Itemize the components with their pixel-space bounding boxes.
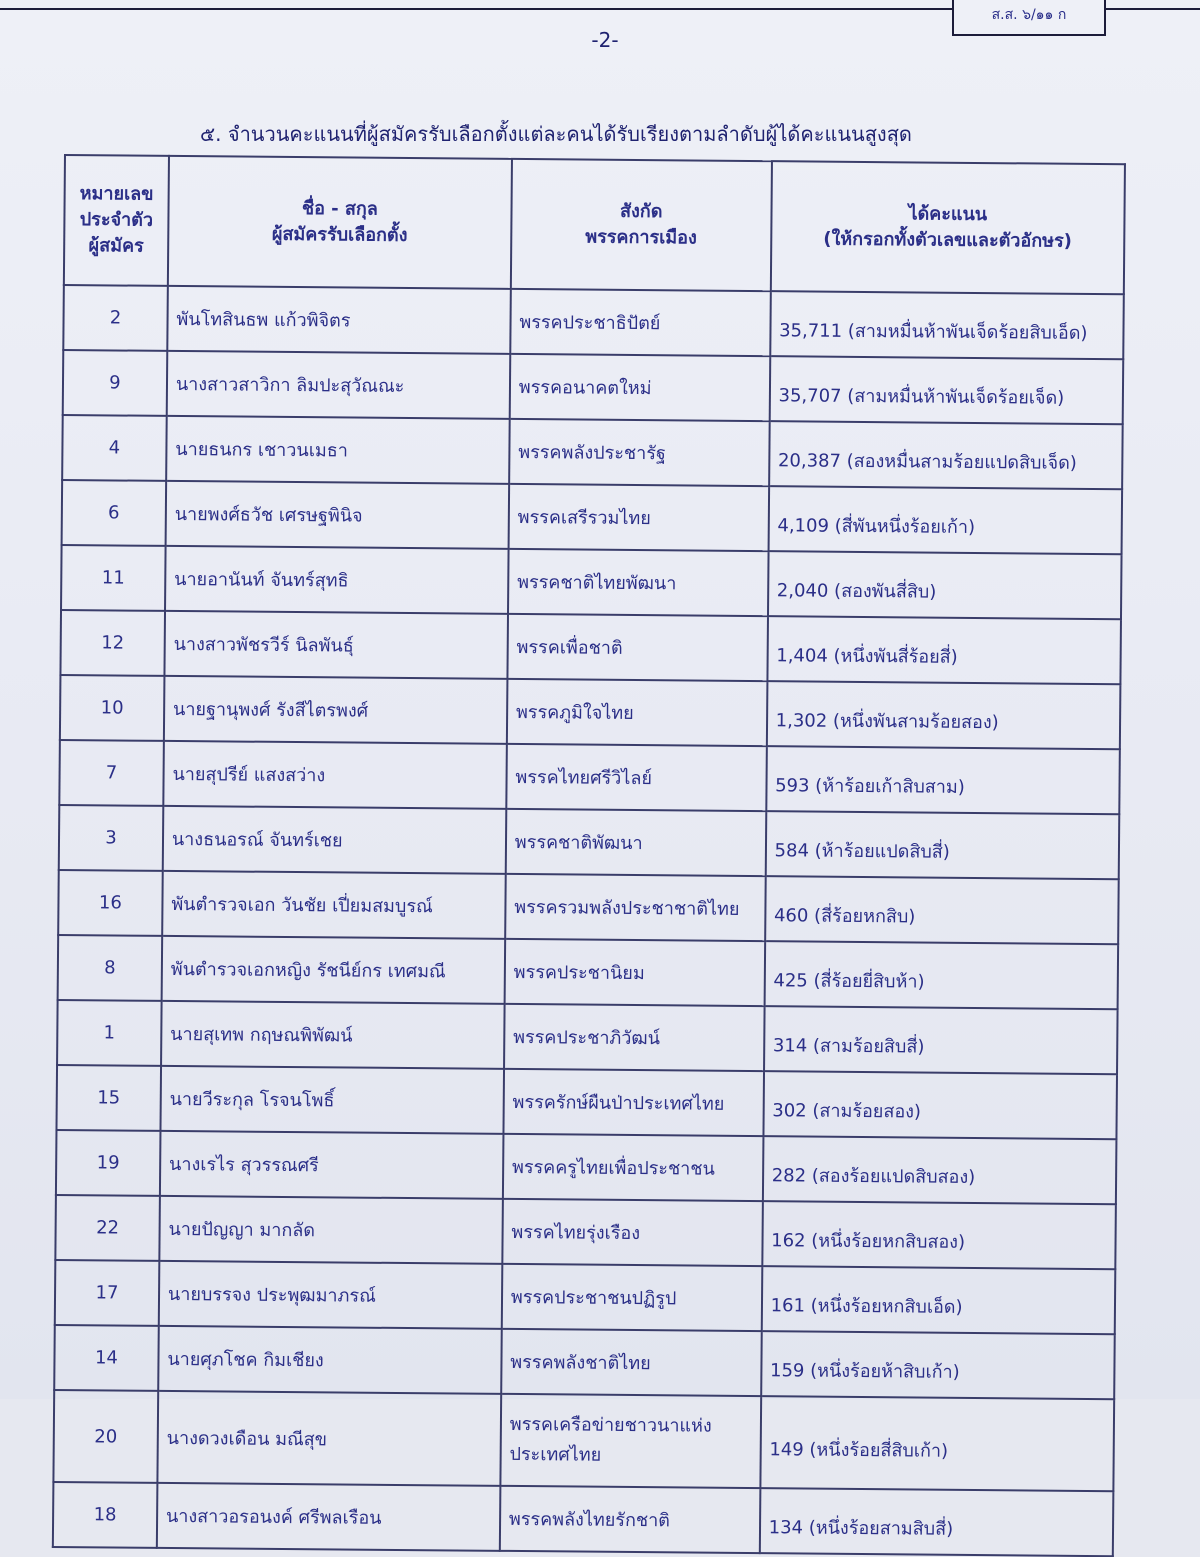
candidate-number: 7 (59, 740, 163, 806)
header-candidate-name: ชื่อ - สกุล ผู้สมัครรับเลือกตั้ง (168, 156, 512, 289)
candidate-score: 149 (หนึ่งร้อยสี่สิบเก้า) (760, 1396, 1114, 1491)
candidate-name: นางสาวพัชรวีร์ นิลพันธุ์ (164, 611, 507, 679)
candidate-party: พรรคเพื่อชาติ (507, 614, 767, 681)
candidate-name: นายสุปรีย์ แสงสว่าง (163, 741, 506, 809)
table-row (58, 935, 1119, 1009)
table-row (63, 350, 1124, 424)
candidate-name: นายธนกร เชาวนเมธา (166, 416, 509, 484)
table-row (55, 1260, 1116, 1334)
candidate-party: พรรคไทยรุ่งเรือง (502, 1199, 762, 1266)
table-row (62, 480, 1123, 554)
candidate-score: 1,404 (หนึ่งพันสี่ร้อยสี่) (767, 616, 1121, 684)
candidate-name: นางเรไร สุวรรณศรี (160, 1131, 503, 1199)
candidate-name: นายวีระกุล โรจนโพธิ์ (160, 1066, 503, 1134)
candidate-number: 18 (53, 1482, 157, 1548)
table-header-row (64, 155, 1125, 294)
candidate-name: พันตำรวจเอกหญิง รัชนีย์กร เทศมณี (162, 936, 505, 1004)
candidate-score: 460 (สี่ร้อยหกสิบ) (765, 876, 1119, 944)
candidate-party: พรรครวมพลังประชาชาติไทย (505, 874, 765, 941)
table-row (63, 285, 1124, 359)
candidate-score: 2,040 (สองพันสี่สิบ) (768, 551, 1122, 619)
candidate-party: พรรคเครือข่ายชาวนาแห่งประเทศไทย (500, 1394, 761, 1488)
header-score: ได้คะแนน (ให้กรอกทั้งตัวเลขและตัวอักษร) (770, 161, 1124, 294)
candidate-number: 3 (59, 805, 163, 871)
candidate-name: นายพงศ์ธวัช เศรษฐพินิจ (165, 481, 508, 549)
candidate-number: 19 (56, 1130, 160, 1196)
candidate-number: 15 (56, 1065, 160, 1131)
candidate-number: 1 (57, 1000, 161, 1066)
candidate-number: 4 (62, 415, 166, 481)
candidate-score: 282 (สองร้อยแปดสิบสอง) (763, 1136, 1117, 1204)
candidate-party: พรรคพลังชาติไทย (501, 1329, 761, 1396)
table-row (60, 675, 1121, 749)
candidate-name: พันตำรวจเอก วันชัย เปี่ยมสมบูรณ์ (162, 871, 505, 939)
table-row (54, 1325, 1115, 1399)
candidate-number: 8 (58, 935, 162, 1001)
table-row (60, 610, 1121, 684)
candidate-party: พรรคชาติไทยพัฒนา (508, 549, 768, 616)
candidate-number: 20 (53, 1390, 158, 1483)
form-code-box (952, 0, 1106, 36)
candidate-number: 12 (60, 610, 164, 676)
candidate-party: พรรคไทยศรีวิไลย์ (506, 744, 766, 811)
candidate-name: นางสาวสาวิกา ลิมปะสุวัณณะ (167, 351, 510, 419)
candidate-score: 20,387 (สองหมื่นสามร้อยแปดสิบเจ็ด) (769, 421, 1123, 489)
candidate-party: พรรครักษ์ผืนป่าประเทศไทย (503, 1069, 763, 1136)
candidate-party: พรรคประชาชนปฏิรูป (502, 1264, 762, 1331)
candidate-score: 134 (หนึ่งร้อยสามสิบสี่) (759, 1488, 1113, 1556)
table-row (59, 805, 1120, 879)
section-heading: ๕. จำนวนคะแนนที่ผู้สมัครรับเลือกตั้งแต่ละคนได้รับเรียงตามลำดับผู้ได้คะแนนสูงสุด (200, 122, 912, 146)
candidate-score: 162 (หนึ่งร้อยหกสิบสอง) (762, 1201, 1116, 1269)
table-row (62, 415, 1123, 489)
candidate-score: 314 (สามร้อยสิบสี่) (764, 1006, 1118, 1074)
candidate-number: 22 (55, 1195, 159, 1261)
candidate-number: 17 (55, 1260, 159, 1326)
candidate-score: 35,711 (สามหมื่นห้าพันเจ็ดร้อยสิบเอ็ด) (770, 291, 1124, 359)
candidate-score: 35,707 (สามหมื่นห้าพันเจ็ดร้อยเจ็ด) (769, 356, 1123, 424)
table-row (53, 1390, 1114, 1491)
candidate-number: 6 (62, 480, 166, 546)
candidate-score: 425 (สี่ร้อยยี่สิบห้า) (764, 941, 1118, 1009)
table-row (61, 545, 1122, 619)
candidate-number: 16 (58, 870, 162, 936)
candidate-name: นางดวงเดือน มณีสุข (157, 1391, 501, 1486)
candidate-party: พรรคประชาภิวัฒน์ (504, 1004, 764, 1071)
page-number: -2- (591, 28, 619, 52)
candidate-party: พรรคประชาธิปัตย์ (510, 289, 770, 356)
candidate-name: นายบรรจง ประพุฒมาภรณ์ (159, 1261, 502, 1329)
header-party: สังกัด พรรคการเมือง (511, 159, 772, 291)
candidate-score: 593 (ห้าร้อยเก้าสิบสาม) (766, 746, 1120, 814)
candidate-score: 302 (สามร้อยสอง) (763, 1071, 1117, 1139)
table-row (56, 1065, 1117, 1139)
candidate-number: 9 (63, 350, 167, 416)
vote-results-table (52, 154, 1126, 1557)
candidate-name: นางสาวอรอนงค์ ศรีพลเรือน (157, 1483, 500, 1551)
candidate-name: นายสุเทพ กฤษณพิพัฒน์ (161, 1001, 504, 1069)
table-row (58, 870, 1119, 944)
header-candidate-number: หมายเลข ประจำตัว ผู้สมัคร (64, 155, 169, 286)
candidate-score: 4,109 (สี่พันหนึ่งร้อยเก้า) (768, 486, 1122, 554)
candidate-number: 11 (61, 545, 165, 611)
candidate-score: 1,302 (หนึ่งพันสามร้อยสอง) (766, 681, 1120, 749)
candidate-party: พรรคภูมิใจไทย (507, 679, 767, 746)
candidate-party: พรรคอนาคตใหม่ (510, 354, 770, 421)
table-row (53, 1482, 1114, 1556)
candidate-name: นายฐานุพงศ์ รังสีไตรพงศ์ (164, 676, 507, 744)
candidate-number: 14 (54, 1325, 158, 1391)
candidate-name: นายศุภโชค กิมเชียง (158, 1326, 501, 1394)
candidate-party: พรรคพลังไทยรักชาติ (500, 1486, 760, 1553)
table-row (56, 1130, 1117, 1204)
form-code-text: ส.ส. ๖/๑๑ ก (991, 7, 1067, 23)
candidate-party: พรรคครูไทยเพื่อประชาชน (503, 1134, 763, 1201)
candidate-score: 161 (หนึ่งร้อยหกสิบเอ็ด) (761, 1266, 1115, 1334)
candidate-party: พรรคเสรีรวมไทย (508, 484, 768, 551)
candidate-score: 584 (ห้าร้อยแปดสิบสี่) (765, 811, 1119, 879)
candidate-party: พรรคพลังประชารัฐ (509, 419, 769, 486)
candidate-number: 10 (60, 675, 164, 741)
candidate-name: นายอานันท์ จันทร์สุทธิ (165, 546, 508, 614)
candidate-score: 159 (หนึ่งร้อยห้าสิบเก้า) (761, 1331, 1115, 1399)
candidate-party: พรรคชาติพัฒนา (506, 809, 766, 876)
table-row (55, 1195, 1116, 1269)
table-row (59, 740, 1120, 814)
table-row (57, 1000, 1118, 1074)
candidate-number: 2 (63, 285, 167, 351)
candidate-name: นางธนอรณ์ จันทร์เชย (163, 806, 506, 874)
candidate-name: พันโทสินธพ แก้วพิจิตร (167, 286, 510, 354)
candidate-name: นายปัญญา มากลัด (159, 1196, 502, 1264)
candidate-party: พรรคประชานิยม (504, 939, 764, 1006)
